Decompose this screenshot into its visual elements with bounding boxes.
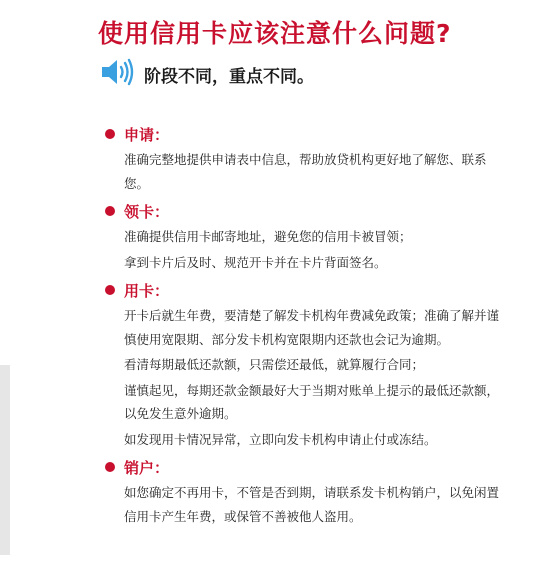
section-title: 申请： [124, 125, 170, 144]
bullet-dot-icon [105, 462, 115, 472]
section-text: 看清每期最低还款额，只需偿还最低，就算履行合同； [124, 357, 425, 372]
section-text: 拿到卡片后及时、规范开卡并在卡片背面签名。 [124, 254, 387, 270]
section-use-card [105, 278, 505, 451]
section-title: 销户： [124, 458, 170, 477]
section-title: 用卡： [124, 281, 170, 300]
section-close-account [105, 455, 505, 528]
section-header [105, 455, 505, 479]
bullet-dot-icon [105, 285, 115, 295]
section-receive-card [105, 199, 505, 274]
speaker-icon [100, 57, 136, 91]
section-text: 谨慎起见，每期还款金额最好大于当期对账单上提示的最低还款额，以免发生意外逾期。 [124, 382, 500, 421]
section-text: 如您确定不再用卡，不管是否到期，请联系发卡机构销户，以免闲置信用卡产生年费，或保管不善被他人盗用。 [124, 485, 500, 524]
page-title: 使用信用卡应该注意什么问题? [98, 19, 452, 48]
section-header [105, 199, 505, 223]
section-title: 领卡： [124, 202, 170, 221]
subtitle-row [100, 59, 314, 89]
section-header [105, 122, 505, 146]
section-apply [105, 122, 505, 195]
section-header [105, 278, 505, 302]
subtitle: 阶段不同，重点不同。 [144, 66, 314, 87]
section-text: 准确提供信用卡邮寄地址，避免您的信用卡被冒领； [124, 229, 412, 244]
section-text: 如发现用卡情况异常，立即向发卡机构申请止付或冻结。 [124, 431, 437, 447]
content-area [105, 122, 505, 532]
bullet-dot-icon [105, 129, 115, 139]
section-text: 开卡后就生年费，要清楚了解发卡机构年费减免政策；准确了解并谨慎使用宽限期、部分发卡机构宽限期内还款也会记为逾期。 [124, 308, 500, 347]
left-edge-strip [0, 365, 10, 555]
section-text: 准确完整地提供申请表中信息，帮助放贷机构更好地了解您、联系您。 [124, 152, 487, 191]
bullet-dot-icon [105, 206, 115, 216]
